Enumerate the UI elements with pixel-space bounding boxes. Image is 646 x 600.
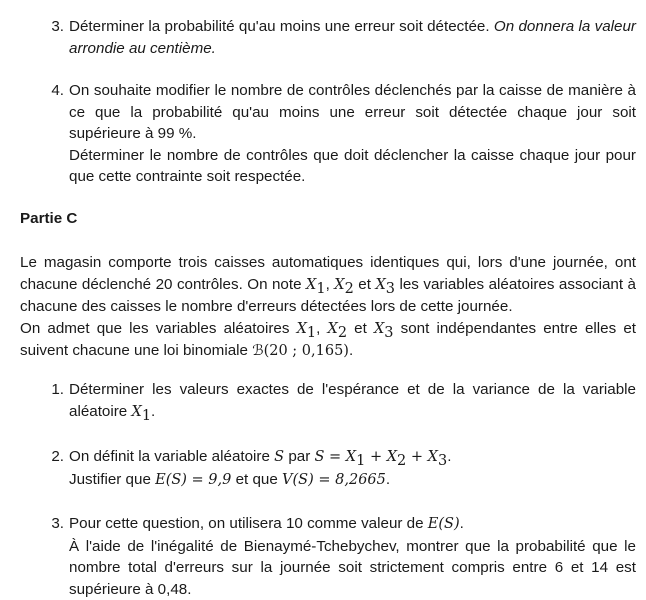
question-number: 3.	[51, 515, 64, 532]
question-text: On définit la variable aléatoire S par $S = X_1 + X_2 + X_3$. Justifier que E(S) = 9,9 et que V(S) = 8,2665.	[69, 448, 452, 488]
partC-question-1	[42, 379, 636, 423]
partC-intro: Le magasin comporte trois caisses automatiques identiques qui, lors d'une journée, ont chacune déclenché 20 contrôles. On note $X_1$, $X_2$ et $X_3$ les variables aléatoires associant à chacune des caisses le nombre d'erreurs détectées lors de cette journée. On admet que les variables aléatoires $X_1$, $X_2$ et $X_3$ sont indépendantes entre elles et suivent chacune une loi binomiale ℬ(20 ; 0,165).	[20, 254, 636, 359]
partC-question-3	[42, 513, 636, 600]
question-number: 1.	[51, 381, 64, 398]
sum-formula: S = X	[314, 449, 357, 465]
question-statement: On souhaite modifier le nombre de contrôles déclenchés par la caisse de manière à ce que la probabilité qu'au moins une erreur soit détectée chaque jour soit supérieure à 99 %.	[69, 82, 636, 142]
partB-question-3	[42, 16, 636, 59]
question-text: Déterminer les valeurs exactes de l'espérance et de la variance de la variable aléatoire $X_1$.	[69, 381, 636, 424]
question-instruction: Déterminer le nombre de contrôles que doit déclencher la caisse chaque jour pour que cette contrainte soit respectée.	[69, 146, 636, 185]
question-text: Pour cette question, on utilisera 10 comme valeur de E(S). À l'aide de l'inégalité de Bienaymé-Tchebychev, montrer que la probabilité que le nombre total d'erreurs sur la journée soit strictement compris entre 6 et 14 est supérieure à 0,48.	[69, 515, 636, 598]
question-text: Déterminer la probabilité qu'au moins une erreur soit détectée. On donnera la valeur arrondie au centième.	[69, 18, 636, 57]
partB-question-4	[42, 80, 636, 188]
question-number: 2.	[51, 448, 64, 465]
section-title: Partie C	[20, 210, 78, 227]
rounding-instruction: On donnera la valeur arrondie au centième.	[69, 18, 636, 57]
variance-value: V(S) = 8,2665	[282, 471, 386, 488]
expectation-value: E(S) = 9,9	[155, 471, 232, 488]
partC-question-2	[42, 446, 636, 491]
question-number: 3.	[51, 18, 64, 35]
question-number: 4.	[51, 82, 64, 99]
binomial-law: ℬ(20 ; 0,165)	[252, 343, 349, 359]
question-text	[69, 80, 636, 188]
